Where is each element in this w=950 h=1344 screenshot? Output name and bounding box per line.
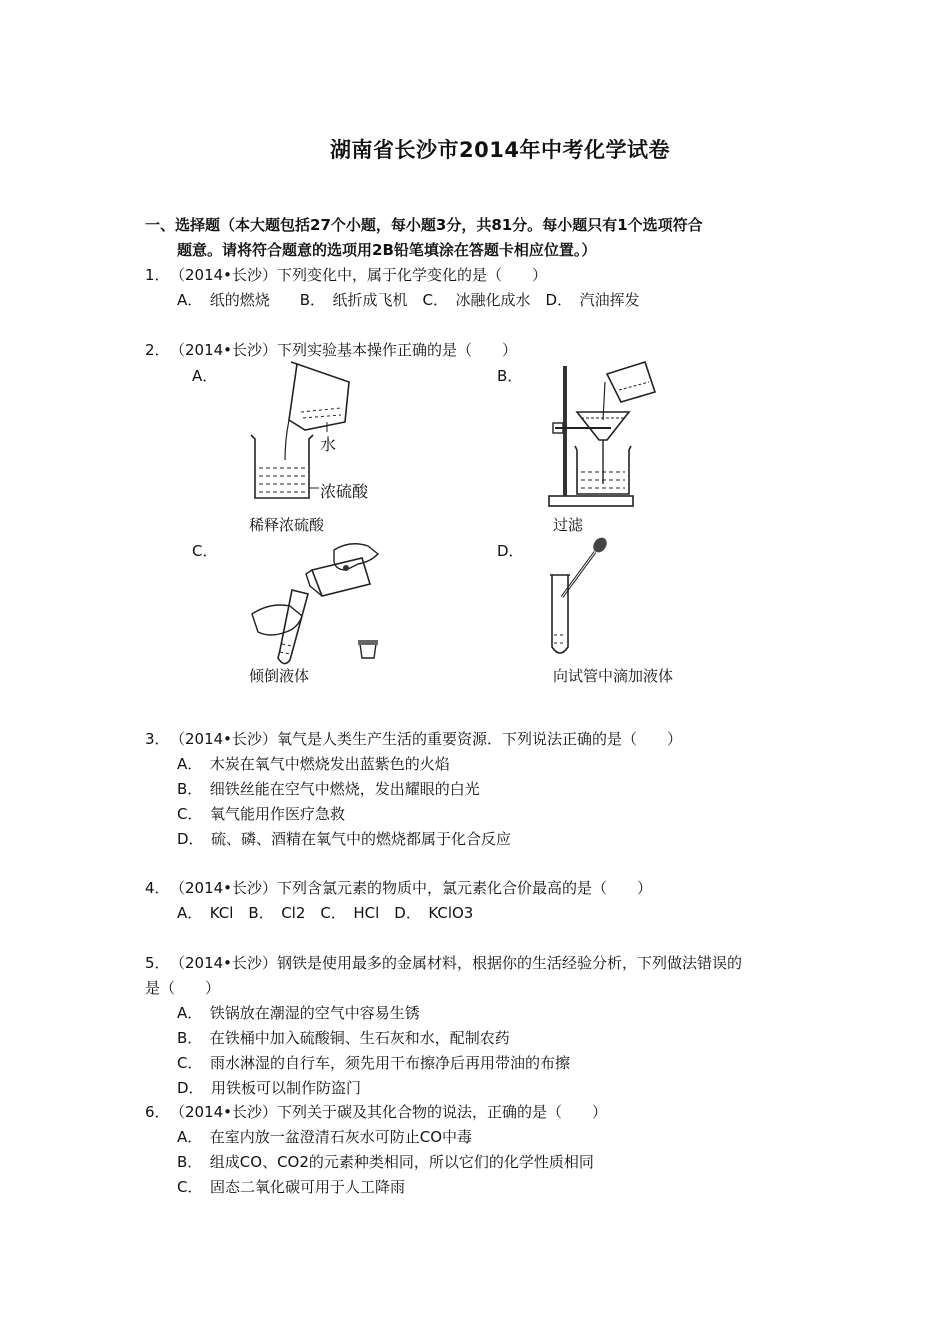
q2-label-a: A．	[192, 367, 218, 385]
q3-option-c: C． 氧气能用作医疗急救	[177, 805, 345, 823]
figure-filtration	[545, 360, 665, 510]
page-title: 湖南省长沙市2014年中考化学试卷	[330, 138, 670, 162]
q4-number: 4．	[145, 879, 170, 897]
q3-option-a: A． 木炭在氧气中燃烧发出蓝紫色的火焰	[177, 755, 450, 773]
q3-stem: （2014•长沙）氧气是人类生产生活的重要资源．下列说法正确的是（ ）	[170, 730, 683, 748]
caption-b: 过滤	[553, 516, 584, 534]
q1-number: 1．	[145, 266, 170, 284]
q5-stem: （2014•长沙）钢铁是使用最多的金属材料，根据你的生活经验分析，下列做法错误的	[170, 954, 743, 972]
section-heading-line1: 一、选择题（本大题包括27个小题，每小题3分，共81分。每小题只有1个选项符合	[145, 216, 703, 234]
section-heading-line2: 题意。请将符合题意的选项用2B铅笔填涂在答题卡相应位置。）	[177, 241, 597, 259]
q1-options: A． 纸的燃烧 B． 纸折成飞机 C． 冰融化成水 D． 汽油挥发	[177, 291, 640, 309]
q5-option-b: B． 在铁桶中加入硫酸铜、生石灰和水，配制农药	[177, 1029, 510, 1047]
figure-label-water: 水	[320, 435, 337, 454]
q6-option-c: C． 固态二氧化碳可用于人工降雨	[177, 1178, 405, 1196]
q5-option-a: A． 铁锅放在潮湿的空气中容易生锈	[177, 1004, 420, 1022]
q4-stem: （2014•长沙）下列含氯元素的物质中，氯元素化合价最高的是（ ）	[170, 879, 653, 897]
q5-option-c: C． 雨水淋湿的自行车，须先用干布擦净后再用带油的布擦	[177, 1054, 570, 1072]
caption-c: 倾倒液体	[249, 667, 310, 685]
q2-label-d: D．	[497, 542, 524, 560]
q2-stem: （2014•长沙）下列实验基本操作正确的是（ ）	[170, 341, 518, 359]
q3-option-b: B． 细铁丝能在空气中燃烧，发出耀眼的白光	[177, 780, 480, 798]
q6-option-b: B． 组成CO、CO2的元素种类相同，所以它们的化学性质相同	[177, 1153, 594, 1171]
q3-number: 3．	[145, 730, 170, 748]
figure-pour-liquid	[250, 540, 390, 665]
q4-options: A． KCl B． Cl2 C． HCl D． KClO3	[177, 904, 474, 922]
q2-number: 2．	[145, 341, 170, 359]
figure-label-acid: 浓硫酸	[320, 482, 369, 501]
q3-option-d: D． 硫、磷、酒精在氧气中的燃烧都属于化合反应	[177, 830, 512, 848]
q5-stem-cont: 是（ ）	[145, 979, 221, 997]
q5-option-d: D． 用铁板可以制作防盗门	[177, 1079, 362, 1097]
figure-dropper	[540, 535, 610, 660]
q6-number: 6．	[145, 1103, 170, 1121]
caption-a: 稀释浓硫酸	[249, 516, 325, 534]
q1-stem: （2014•长沙）下列变化中，属于化学变化的是（ ）	[170, 266, 548, 284]
q6-stem: （2014•长沙）下列关于碳及其化合物的说法，正确的是（ ）	[170, 1103, 608, 1121]
q2-label-b: B．	[497, 367, 523, 385]
caption-d: 向试管中滴加液体	[553, 667, 674, 685]
q2-label-c: C．	[192, 542, 218, 560]
q5-number: 5．	[145, 954, 170, 972]
q6-option-a: A． 在室内放一盆澄清石灰水可防止CO中毒	[177, 1128, 473, 1146]
